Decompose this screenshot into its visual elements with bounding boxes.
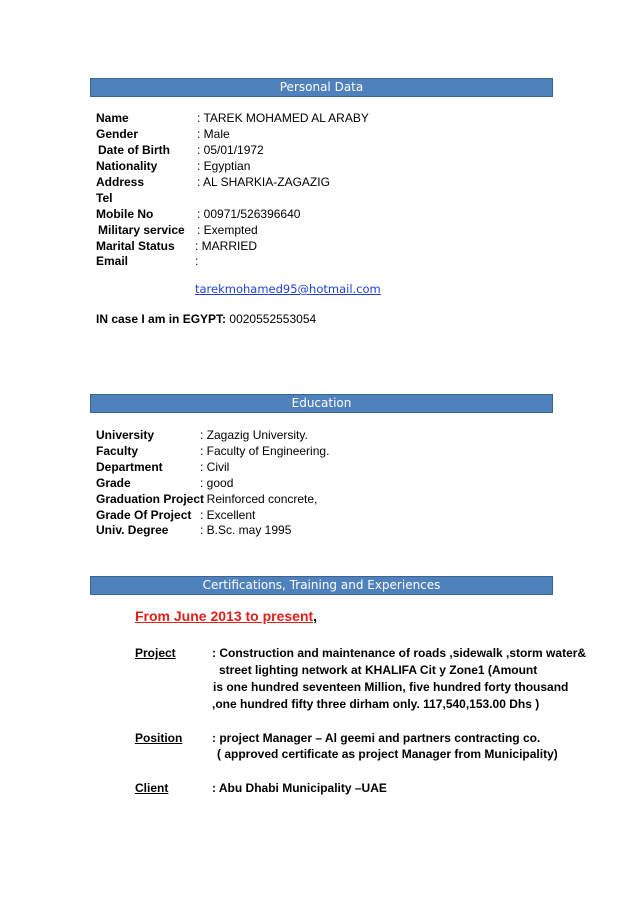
experience-period <box>135 608 317 624</box>
field-label: Address <box>96 175 145 189</box>
period-text: From June 2013 to present <box>135 608 314 624</box>
field-label: Date of Birth <box>98 143 170 157</box>
field-value: : B.Sc. may 1995 <box>200 523 292 537</box>
egypt-contact-value: 0020552553054 <box>229 312 317 326</box>
field-value: : Faculty of Engineering. <box>200 444 330 458</box>
client-label: Client <box>135 781 169 795</box>
egypt-contact <box>96 312 316 326</box>
field-label: Name <box>96 111 129 125</box>
field-label: Email <box>96 254 129 268</box>
project-line: street lighting network at KHALIFA Cit y Zone1 (Amount <box>219 663 538 677</box>
certifications-header: Certifications, Training and Experiences <box>90 576 553 595</box>
field-value: : Zagazig University. <box>200 428 308 442</box>
field-value: : good <box>200 476 234 490</box>
project-label: Project <box>135 646 176 660</box>
personal-data-header: Personal Data <box>90 78 553 97</box>
project-line: ,one hundred fifty three dirham only. 117,540,153.00 Dhs ) <box>212 697 540 711</box>
field-value: : Reinforced concrete, <box>200 492 318 506</box>
education-header: Education <box>90 394 553 413</box>
field-label: University <box>96 428 155 442</box>
field-label: Grade <box>96 476 131 490</box>
field-value: : Egyptian <box>197 159 251 173</box>
egypt-contact-label: IN case I am in EGYPT: <box>96 312 227 326</box>
project-line: : Construction and maintenance of roads ,sidewalk ,storm water& <box>212 646 587 660</box>
field-label: Military service <box>98 223 185 237</box>
field-value: : 05/01/1972 <box>197 143 264 157</box>
field-label: Nationality <box>96 159 158 173</box>
field-label: Univ. Degree <box>96 523 169 537</box>
field-value: : TAREK MOHAMED AL ARABY <box>197 111 369 125</box>
field-value: : AL SHARKIA-ZAGAZIG <box>197 175 330 189</box>
client-value: : Abu Dhabi Municipality –UAE <box>212 781 387 795</box>
field-value: : 00971/526396640 <box>197 207 301 221</box>
field-label: Tel <box>96 191 113 205</box>
project-line: is one hundred seventeen Million, five hundred forty thousand <box>213 680 569 694</box>
email-link[interactable]: tarekmohamed95@hotmail.com <box>195 282 381 296</box>
period-suffix: , <box>313 608 318 624</box>
field-label: Marital Status <box>96 239 175 253</box>
field-value: : Civil <box>200 460 230 474</box>
field-value: : Male <box>197 127 230 141</box>
field-value: : MARRIED <box>195 239 258 253</box>
field-value: : Excellent <box>200 508 256 522</box>
field-label: Department <box>96 460 163 474</box>
position-label: Position <box>135 731 183 745</box>
field-label: Gender <box>96 127 139 141</box>
field-label: Faculty <box>96 444 139 458</box>
field-value: : <box>195 254 199 268</box>
field-label: Mobile No <box>96 207 154 221</box>
field-label: Grade Of Project <box>96 508 192 522</box>
field-label: Graduation Project <box>96 492 205 506</box>
field-value: : Exempted <box>197 223 258 237</box>
position-line: : project Manager – Al geemi and partners contracting co. <box>212 731 541 745</box>
position-line: ( approved certificate as project Manager from Municipality) <box>217 747 558 761</box>
